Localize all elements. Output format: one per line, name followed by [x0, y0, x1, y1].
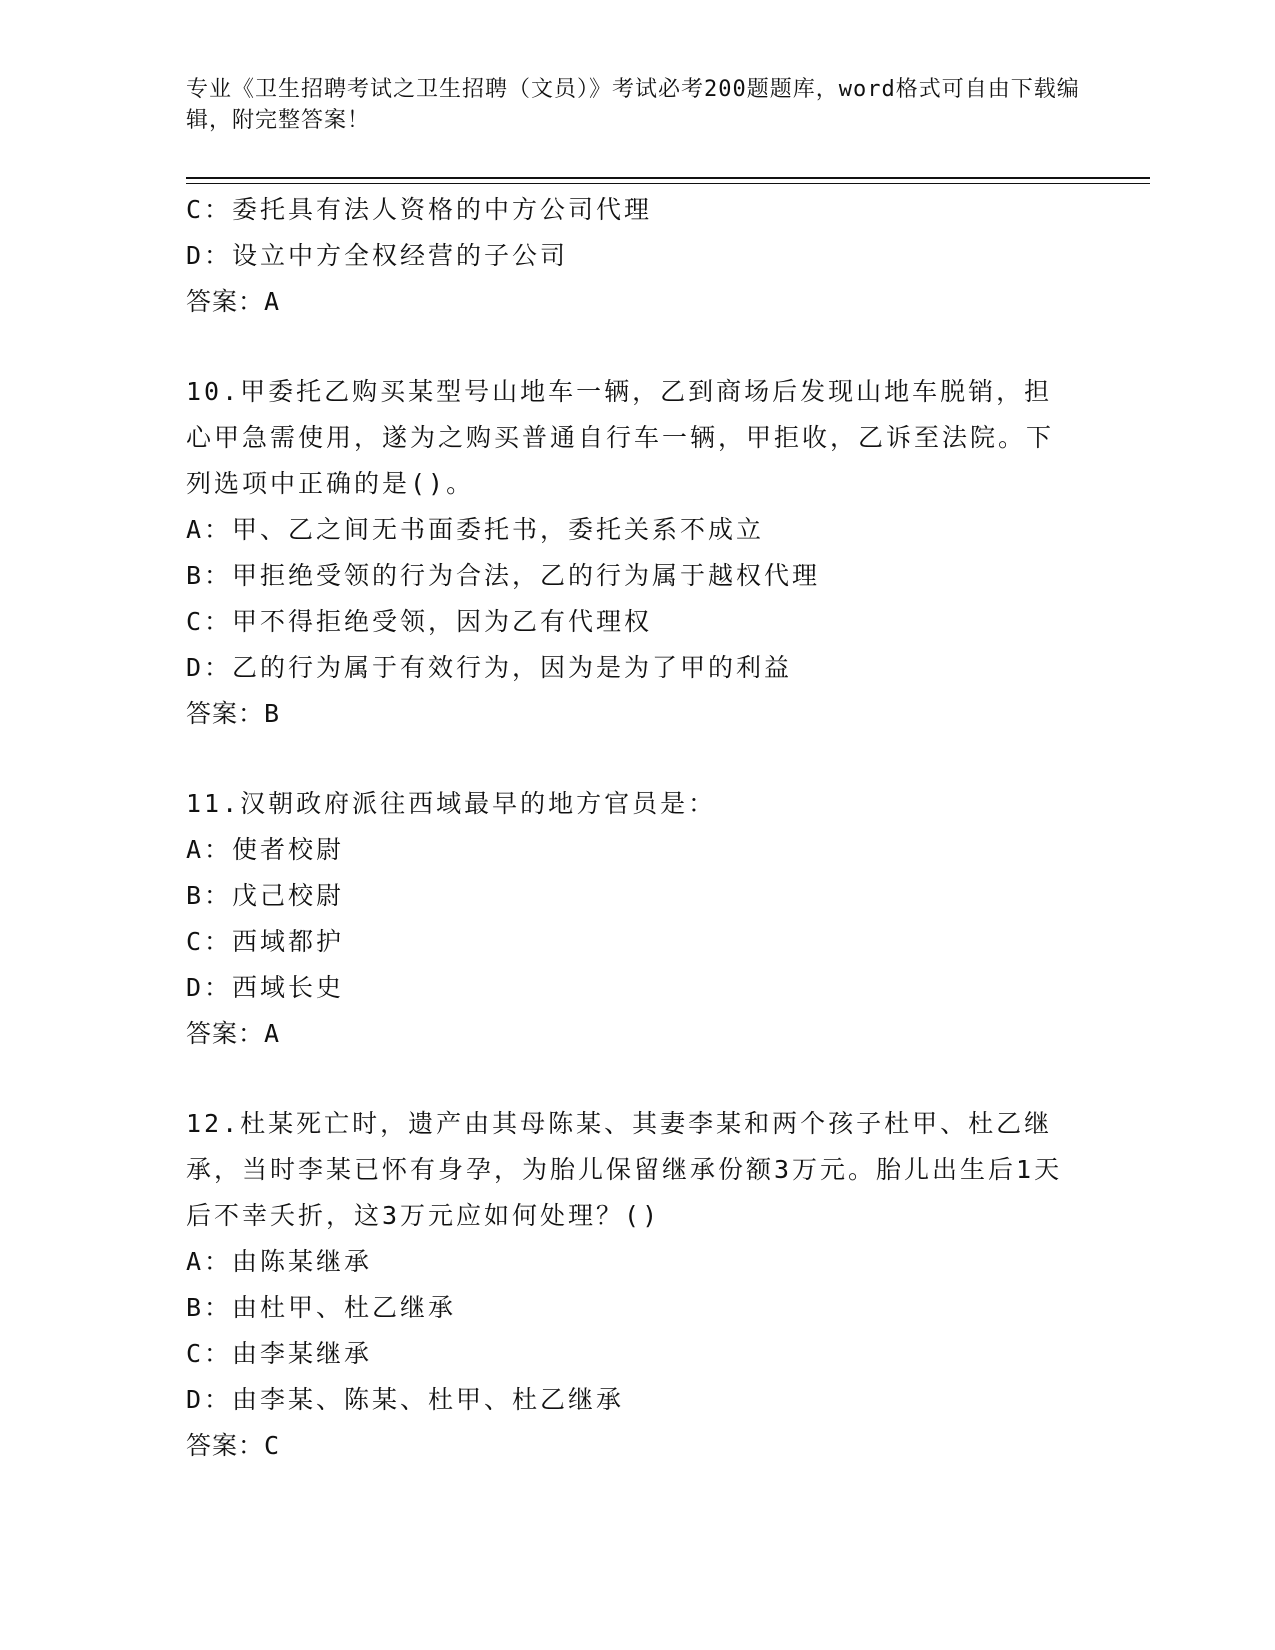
option-b: B：甲拒绝受领的行为合法，乙的行为属于越权代理 [186, 561, 821, 590]
question-stem: 12.杜某死亡时，遗产由其母陈某、其妻李某和两个孩子杜甲、杜乙继承，当时李某已怀有身孕，为胎儿保留继承份额3万元。胎儿出生后1天后不幸夭折，这3万元应如何处理？() [186, 1109, 1063, 1230]
option-d: D：由李某、陈某、杜甲、杜乙继承 [186, 1385, 625, 1414]
option-c: C：由李某继承 [186, 1339, 373, 1368]
spacer [186, 325, 1086, 369]
question-stem: 11.汉朝政府派往西域最早的地方官员是： [186, 789, 717, 818]
option-d: D：西域长史 [186, 973, 345, 1002]
question-11 [186, 781, 1086, 1057]
option-a: A：由陈某继承 [186, 1247, 373, 1276]
question-fragment [186, 187, 1086, 325]
option-c: C：甲不得拒绝受领，因为乙有代理权 [186, 607, 653, 636]
option-d: D：设立中方全权经营的子公司 [186, 241, 569, 270]
option-b: B：戊己校尉 [186, 881, 345, 910]
option-a: A：使者校尉 [186, 835, 345, 864]
header-rule-thick [186, 177, 1150, 179]
option-c: C：西域都护 [186, 927, 345, 956]
page-header: 专业《卫生招聘考试之卫生招聘（文员）》考试必考200题题库，word格式可自由下载编辑，附完整答案！ [186, 77, 1080, 133]
option-d: D：乙的行为属于有效行为，因为是为了甲的利益 [186, 653, 793, 682]
answer-line: 答案：C [186, 1431, 281, 1460]
option-a: A：甲、乙之间无书面委托书，委托关系不成立 [186, 515, 765, 544]
answer-line: 答案：A [186, 1019, 281, 1048]
question-10 [186, 369, 1086, 737]
option-b: B：由杜甲、杜乙继承 [186, 1293, 457, 1322]
answer-line: 答案：A [186, 287, 281, 316]
spacer [186, 1057, 1086, 1101]
header-rule-thin [186, 183, 1150, 184]
question-list [186, 187, 1086, 1469]
answer-line: 答案：B [186, 699, 281, 728]
question-12 [186, 1101, 1086, 1469]
spacer [186, 737, 1086, 781]
question-stem: 10.甲委托乙购买某型号山地车一辆，乙到商场后发现山地车脱销，担心甲急需使用，遂为之购买普通自行车一辆，甲拒收，乙诉至法院。下列选项中正确的是()。 [186, 377, 1055, 498]
option-c: C：委托具有法人资格的中方公司代理 [186, 195, 653, 224]
